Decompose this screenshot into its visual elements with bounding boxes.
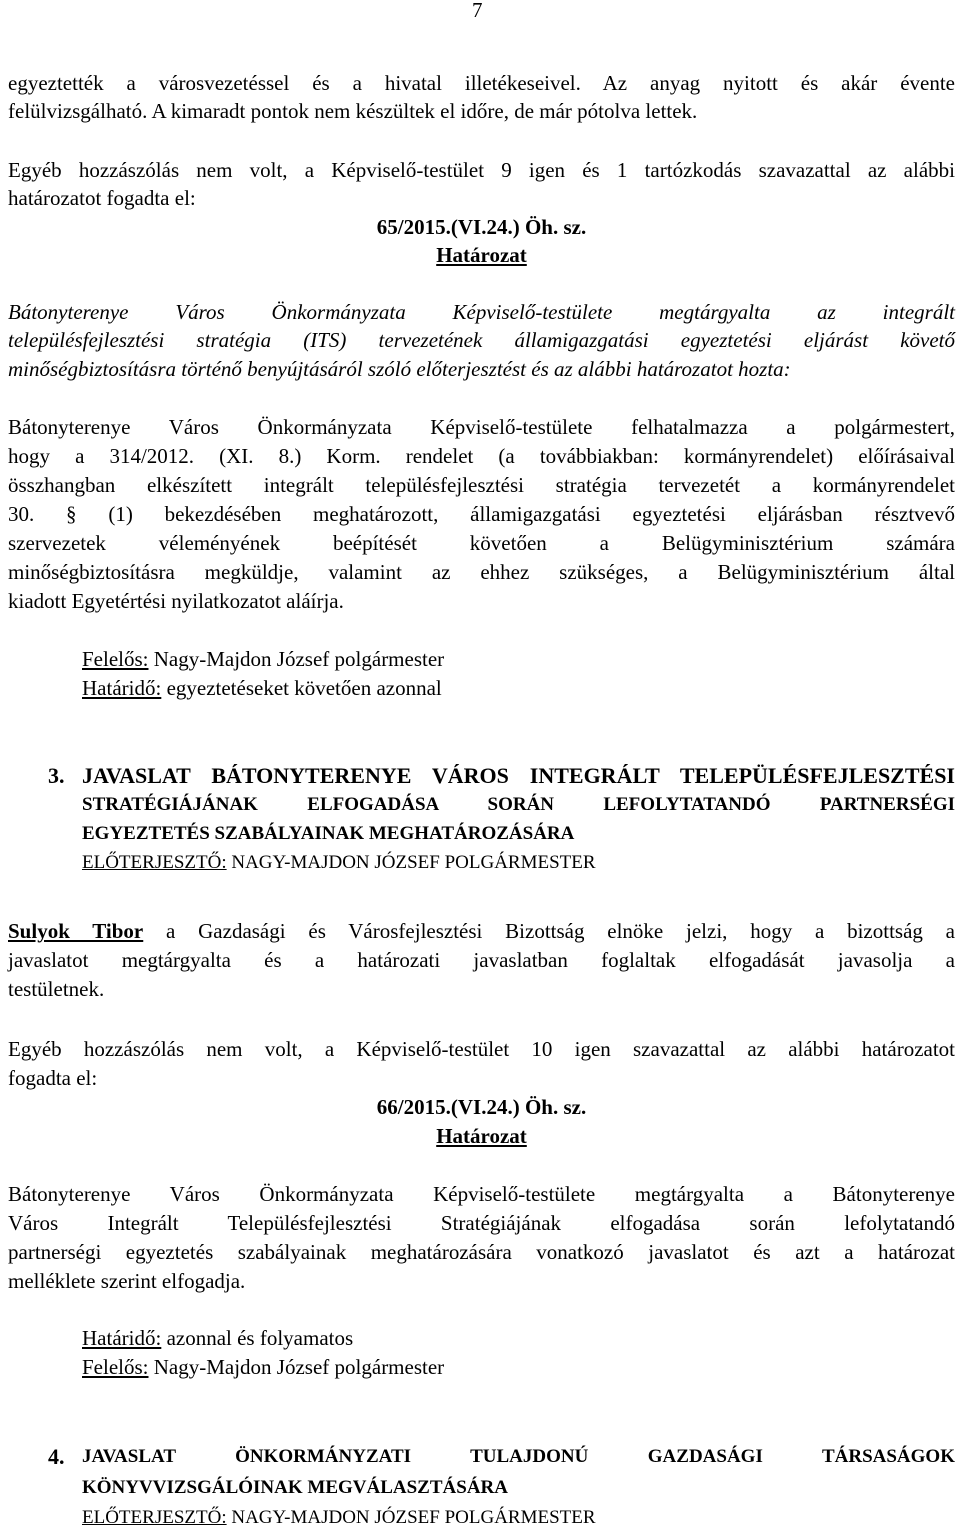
- agenda-item-title-line: EGYEZTETÉS SZABÁLYAINAK MEGHATÁROZÁSÁRA: [82, 823, 575, 844]
- resolution-body-line: kiadott Egyetértési nyilatkozatot aláírja.: [8, 589, 344, 613]
- paragraph-line: Egyéb hozzászólás nem volt, a Képviselő-testület 9 igen és 1 tartózkodás szavazattal az alábbi: [8, 158, 955, 182]
- responsible-line: [82, 1354, 444, 1380]
- deadline-value: egyeztetéseket követően azonnal: [161, 676, 442, 700]
- agenda-item-title-line: KÖNYVVIZSGÁLÓINAK MEGVÁLASZTÁSÁRA: [82, 1477, 508, 1498]
- deadline-line: [82, 675, 442, 701]
- resolution-body-line: összhangban elkészített integrált településfejlesztési stratégia tervezetét a kormányrendelet: [8, 473, 955, 497]
- deadline-value: azonnal és folyamatos: [161, 1326, 354, 1350]
- resolution-number: 65/2015.(VI.24.) Öh. sz.: [376, 215, 587, 239]
- paragraph-line: egyeztették a városvezetéssel és a hivatal illetékeseivel. Az anyag nyitott és akár évente: [8, 71, 955, 95]
- resolution-body-line: Város Integrált Településfejlesztési Stratégiájának elfogadása során lefolytatandó: [8, 1211, 955, 1235]
- deadline-label: Határidő:: [82, 676, 162, 700]
- paragraph-line: [8, 918, 955, 944]
- resolution-body-line: partnerségi egyeztetés szabályainak meghatározására vonatkozó javaslatot és azt a határozat: [8, 1240, 955, 1264]
- resolution-body-line: melléklete szerint elfogadja.: [8, 1269, 246, 1293]
- paragraph-line: határozatot fogadta el:: [8, 186, 196, 210]
- resolution-title: Határozat: [436, 1124, 527, 1148]
- resolution-body-line: 30. § (1) bekezdésében meghatározott, államigazgatási egyeztetési eljárásban résztvevő: [8, 502, 955, 526]
- paragraph-line: felülvizsgálható. A kimaradt pontok nem készültek el időre, de már pótolva lettek.: [8, 99, 698, 123]
- resolution-intro-line: minőségbiztosításra történő benyújtásáról szóló előterjesztést és az alábbi határozatot hozta:: [8, 357, 791, 381]
- presenter-line: [82, 850, 596, 876]
- resolution-number: 66/2015.(VI.24.) Öh. sz.: [376, 1095, 587, 1119]
- resolution-intro-line: településfejlesztési stratégia (ITS) tervezetének államigazgatási egyeztetési eljárást követő: [8, 328, 955, 352]
- presenter-value: NAGY-MAJDON JÓZSEF POLGÁRMESTER: [226, 1507, 596, 1528]
- resolution-body-line: minőségbiztosításra megküldje, valamint az ehhez szükséges, a Belügyminisztérium által: [8, 560, 955, 584]
- paragraph-line: javaslatot megtárgyalta és a határozati javaslatban foglaltak elfogadását javasolja a: [8, 948, 955, 972]
- speaker-text: a Gazdasági és Városfejlesztési Bizottság elnöke jelzi, hogy a bizottság a: [143, 919, 955, 943]
- presenter-label: ELŐTERJESZTŐ:: [82, 1507, 227, 1528]
- resolution-body-line: hogy a 314/2012. (XI. 8.) Korm. rendelet (a továbbiakban: kormányrendelet) előírásaival: [8, 444, 955, 468]
- agenda-item-title-line: JAVASLAT ÖNKORMÁNYZATI TULAJDONÚ GAZDASÁGI TÁRSASÁGOK: [82, 1446, 955, 1467]
- deadline-label: Határidő:: [82, 1326, 162, 1350]
- responsible-label: Felelős:: [82, 647, 149, 671]
- resolution-body-line: Bátonyterenye Város Önkormányzata Képviselő-testülete megtárgyalta a Bátonyterenye: [8, 1182, 955, 1206]
- paragraph-line: testületnek.: [8, 977, 105, 1001]
- resolution-body-line: Bátonyterenye Város Önkormányzata Képviselő-testülete felhatalmazza a polgármestert,: [8, 415, 955, 439]
- resolution-intro-line: Bátonyterenye Város Önkormányzata Képviselő-testülete megtárgyalta az integrált: [8, 300, 955, 324]
- responsible-label: Felelős:: [82, 1355, 149, 1379]
- resolution-title: Határozat: [436, 243, 527, 267]
- resolution-body-line: szervezetek véleményének beépítését követően a Belügyminisztérium számára: [8, 531, 955, 555]
- agenda-item-title-line: JAVASLAT BÁTONYTERENYE VÁROS INTEGRÁLT TELEPÜLÉSFEJLESZTÉSI: [82, 763, 955, 788]
- deadline-line: [82, 1325, 353, 1351]
- presenter-label: ELŐTERJESZTŐ:: [82, 852, 227, 873]
- agenda-item-title-line: STRATÉGIÁJÁNAK ELFOGADÁSA SORÁN LEFOLYTATANDÓ PARTNERSÉGI: [82, 794, 955, 815]
- speaker-name: Sulyok Tibor: [8, 919, 144, 943]
- responsible-value: Nagy-Majdon József polgármester: [148, 647, 445, 671]
- presenter-line: [82, 1505, 596, 1531]
- paragraph-line: fogadta el:: [8, 1066, 98, 1090]
- paragraph-line: Egyéb hozzászólás nem volt, a Képviselő-testület 10 igen szavazattal az alábbi határozatot: [8, 1037, 955, 1061]
- responsible-line: [82, 646, 444, 672]
- agenda-item-number: 4.: [48, 1444, 65, 1469]
- responsible-value: Nagy-Majdon József polgármester: [148, 1355, 445, 1379]
- agenda-item-number: 3.: [48, 763, 65, 788]
- page-number: 7: [472, 0, 483, 22]
- presenter-value: NAGY-MAJDON JÓZSEF POLGÁRMESTER: [226, 852, 596, 873]
